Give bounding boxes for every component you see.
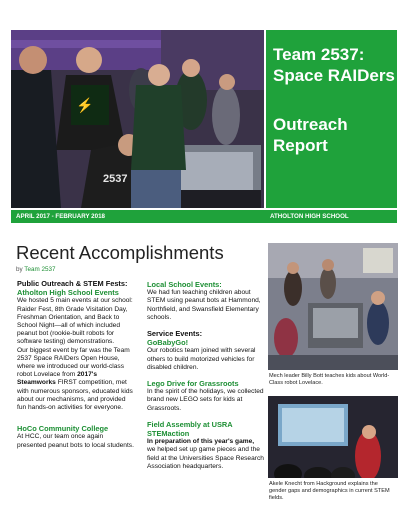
column-1 xyxy=(17,279,134,450)
col2-section4-body-bold: In preparation of this year's game, xyxy=(147,438,255,446)
col1-section1-body-b xyxy=(17,347,134,413)
col2-section2-body: Our robotics team joined with several others to build motorized vehicles for disabled children. xyxy=(147,347,256,371)
col1-section1-body-b-bold: 2017's Steamworks xyxy=(17,371,98,387)
col2-section3-body: In the spirit of the holidays, we collected brand new LEGO sets for kids at Grassroots. xyxy=(147,388,264,412)
photo2-caption: Akele Knecht from Hackground explains the gender gaps and demographics in current STEM fields. xyxy=(269,481,390,501)
col2-section2-heading: Service Events: xyxy=(147,329,203,339)
photo1-caption: Mech leader Billy Bott teaches kids about World-Class robot Lovelace. xyxy=(269,373,390,386)
photo-presentation xyxy=(268,396,398,478)
col1-section1-body-a: We hosted 5 main events at our school: Raider Fest, 8th Grade Visitation Day, Freshman Orientation, and Back to School Night—all of which included peanut bot (rookie-built robots for software testing) demonstrations. xyxy=(17,297,133,346)
col2-section4-heading: Field Assembly at USRA STEMaction xyxy=(147,419,233,439)
svg-text:⚡: ⚡ xyxy=(76,97,94,113)
date-bar xyxy=(11,210,397,223)
byline-author: Team 2537 xyxy=(24,266,56,273)
photo-lovelace-demo xyxy=(268,243,398,370)
hero-photo xyxy=(11,30,264,208)
date-range: APRIL 2017 - FEBRUARY 2018 xyxy=(16,213,105,220)
col1-section1-subheading: Atholton High School Events xyxy=(17,288,119,298)
col2-section1-body: We had fun teaching children about STEM using peanut bots at Hammond, Northfield, and Swansfield Elementary schools. xyxy=(147,289,261,321)
col1-section2-body: At HCC, our team once again presented peanut bots to local students. xyxy=(17,433,134,449)
col1-section1-body-c: FIRST competition, met with numerous sponsors, educated kids about our mechanisms, and provided fun hands-on activities for everyone. xyxy=(17,379,133,412)
byline xyxy=(16,266,55,273)
col2-section4-body xyxy=(147,438,264,471)
column-2 xyxy=(147,280,264,471)
report-title: Outreach Report xyxy=(273,115,348,155)
col1-section1-body-b-text: Our biggest event by far was the Team 2537 Space RAIDers Open House, where we introduced our world-class robot Lovelace from xyxy=(17,346,130,379)
school-name: ATHOLTON HIGH SCHOOL xyxy=(270,213,349,220)
team-title: Team 2537: Space RAIDers xyxy=(273,45,395,85)
hero-shirt-text: 2537 xyxy=(103,173,128,185)
col2-section1-heading: Local School Events: xyxy=(147,280,222,289)
col2-section3-heading: Lego Drive for Grassroots xyxy=(147,379,239,389)
headline: Recent Accomplishments xyxy=(16,242,224,263)
byline-prefix: by xyxy=(16,266,25,273)
col1-section2-heading: HoCo Community College xyxy=(17,424,109,434)
title-block xyxy=(266,30,397,208)
col1-section1-heading: Public Outreach & STEM Fests: xyxy=(17,279,128,288)
col2-section2-subheading: GoBabyGo! xyxy=(147,338,189,348)
col2-section4-body-text: we helped set up game pieces and the field at the Universities Space Research Association headquarters. xyxy=(147,446,264,470)
